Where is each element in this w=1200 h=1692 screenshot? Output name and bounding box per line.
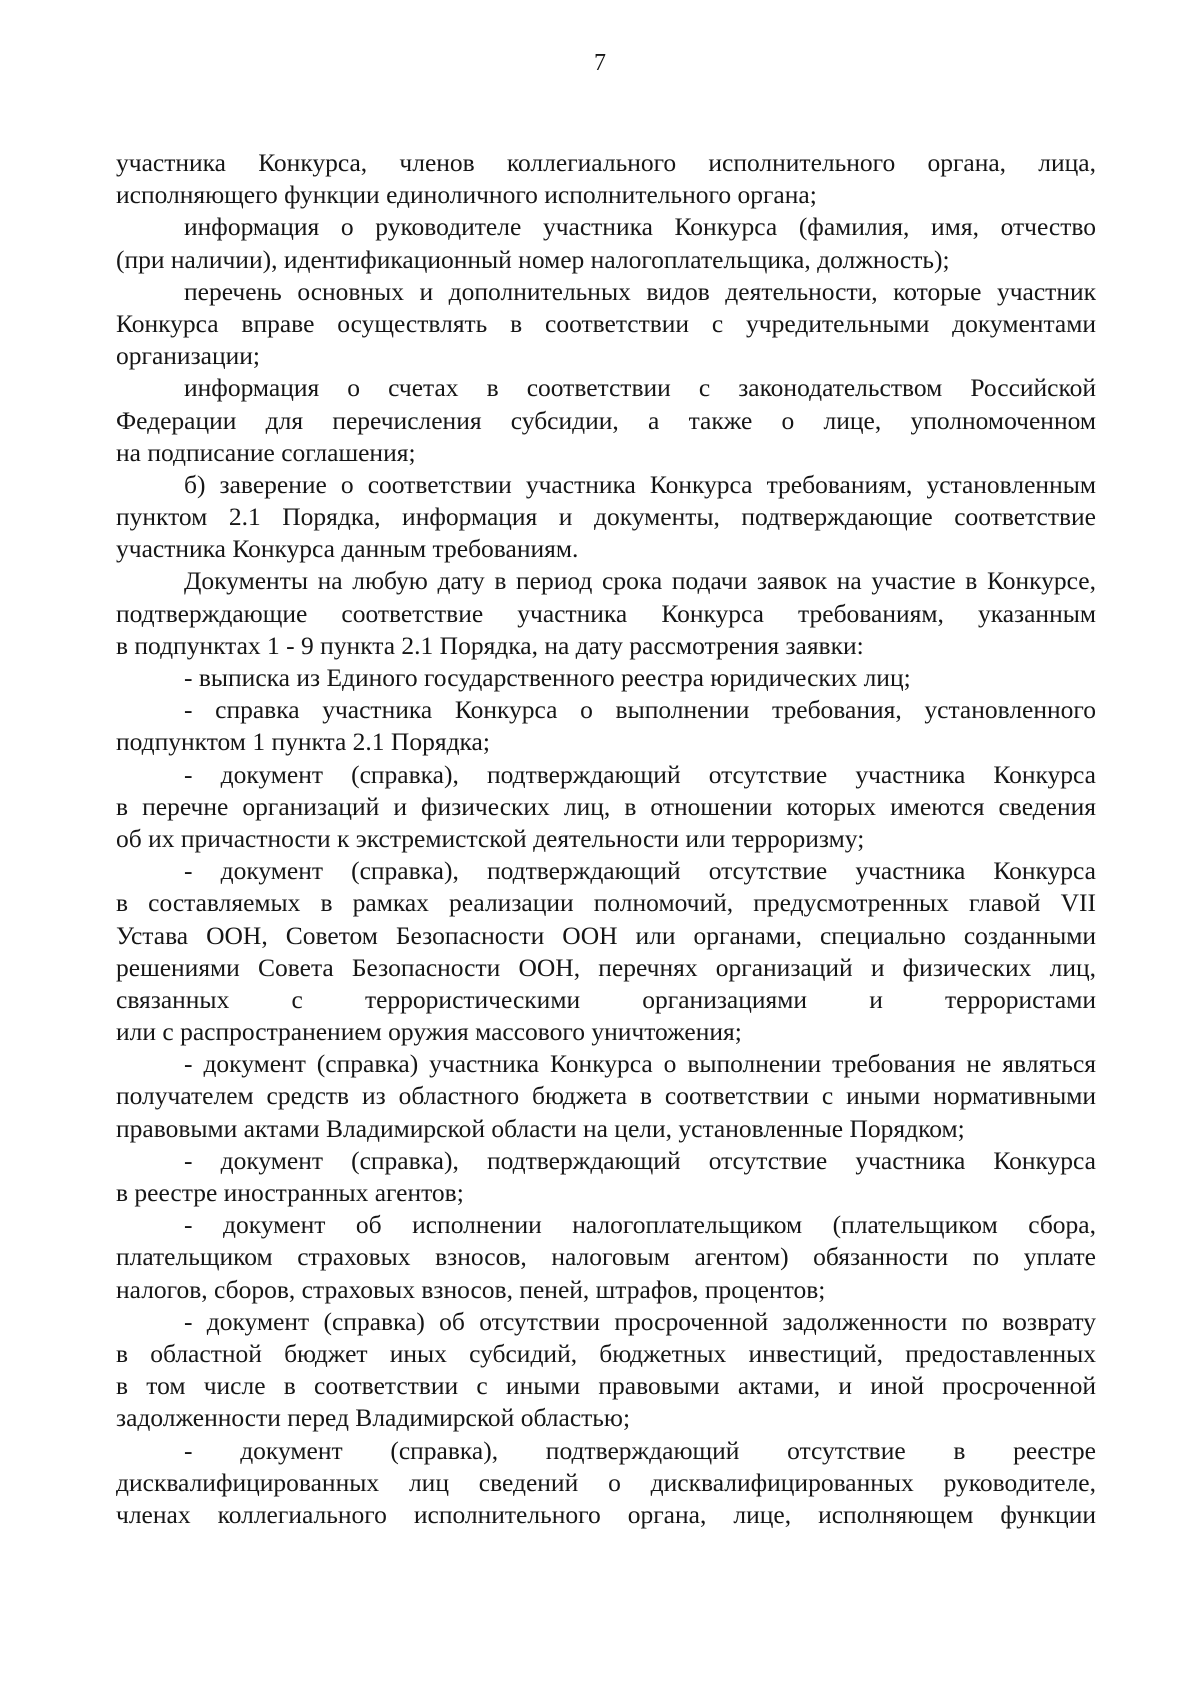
text-line: - документ об исполнении налогоплательщиком (плательщиком сбора, xyxy=(184,1210,1096,1240)
text-line: подпунктом 1 пункта 2.1 Порядка; xyxy=(116,727,490,757)
text-line: в реестре иностранных агентов; xyxy=(116,1178,464,1207)
text-line: правовыми актами Владимирской области на цели, установленные Порядком; xyxy=(116,1113,965,1143)
text-line: (при наличии), идентификационный номер налогоплательщика, должность); xyxy=(116,244,950,274)
text-line: - документ (справка) участника Конкурса о выполнении требования не являться xyxy=(184,1049,1096,1079)
text-line: - документ (справка), подтверждающий отсутствие участника Конкурса xyxy=(184,1145,1096,1175)
text-line: - документ (справка), подтверждающий отсутствие в реестре xyxy=(184,1435,1096,1465)
text-line: перечень основных и дополнительных видов деятельности, которые участник xyxy=(184,276,1096,306)
text-line: организации; xyxy=(116,341,260,371)
text-line: пунктом 2.1 Порядка, информация и документы, подтверждающие соответствие xyxy=(116,502,1096,532)
text-line: плательщиком страховых взносов, налоговым агентом) обязанности по уплате xyxy=(116,1242,1096,1272)
text-line: об их причастности к экстремистской деятельности или терроризму; xyxy=(116,823,865,853)
text-line: информация о руководителе участника Конкурса (фамилия, имя, отчество xyxy=(184,212,1096,242)
text-line: в перечне организаций и физических лиц, в отношении которых имеются сведения xyxy=(116,791,1096,821)
page-number: 7 xyxy=(594,50,606,76)
text-line: получателем средств из областного бюджета в соответствии с иными нормативными xyxy=(116,1081,1096,1111)
text-line: налогов, сборов, страховых взносов, пеней, штрафов, процентов; xyxy=(116,1274,826,1304)
text-line: - выписка из Единого государственного реестра юридических лиц; xyxy=(184,663,911,692)
text-line: - справка участника Конкурса о выполнении требования, установленного xyxy=(184,695,1096,725)
text-line: в областной бюджет иных субсидий, бюджетных инвестиций, предоставленных xyxy=(116,1338,1096,1368)
text-line: - документ (справка) об отсутствии просроченной задолженности по возврату xyxy=(184,1306,1096,1336)
text-line: Конкурса вправе осуществлять в соответствии с учредительными документами xyxy=(116,308,1096,338)
text-line: Устава ООН, Советом Безопасности ООН или органами, специально созданными xyxy=(116,920,1096,950)
text-line: членах коллегиального исполнительного органа, лице, исполняющем функции xyxy=(116,1499,1096,1529)
text-line: - документ (справка), подтверждающий отсутствие участника Конкурса xyxy=(184,759,1096,789)
document-body xyxy=(116,147,1096,1531)
text-line: Документы на любую дату в период срока подачи заявок на участие в Конкурсе, xyxy=(184,566,1096,596)
text-line: задолженности перед Владимирской областью; xyxy=(116,1403,631,1433)
text-line: участника Конкурса, членов коллегиального исполнительного органа, лица, xyxy=(116,148,1096,177)
text-line: в составляемых в рамках реализации полномочий, предусмотренных главой VII xyxy=(116,888,1096,918)
text-line: в том числе в соответствии с иными правовыми актами, и иной просроченной xyxy=(116,1371,1096,1401)
text-line: на подписание соглашения; xyxy=(116,437,416,467)
text-line: дисквалифицированных лиц сведений о дисквалифицированных руководителе, xyxy=(116,1467,1096,1497)
text-line: - документ (справка), подтверждающий отсутствие участника Конкурса xyxy=(184,856,1096,886)
text-line: информация о счетах в соответствии с законодательством Российской xyxy=(184,373,1096,403)
text-line: Федерации для перечисления субсидии, а также о лице, уполномоченном xyxy=(116,405,1096,435)
text-line: в подпунктах 1 - 9 пункта 2.1 Порядка, на дату рассмотрения заявки: xyxy=(116,630,864,660)
text-line: исполняющего функции единоличного исполнительного органа; xyxy=(116,180,817,210)
text-line: или с распространением оружия массового уничтожения; xyxy=(116,1017,742,1047)
text-line: связанных с террористическими организациями и террористами xyxy=(116,984,1096,1014)
text-line: подтверждающие соответствие участника Конкурса требованиям, указанным xyxy=(116,598,1096,628)
text-line: б) заверение о соответствии участника Конкурса требованиям, установленным xyxy=(184,469,1096,499)
text-line: решениями Совета Безопасности ООН, перечнях организаций и физических лиц, xyxy=(116,952,1096,982)
text-line: участника Конкурса данным требованиям. xyxy=(116,534,579,564)
